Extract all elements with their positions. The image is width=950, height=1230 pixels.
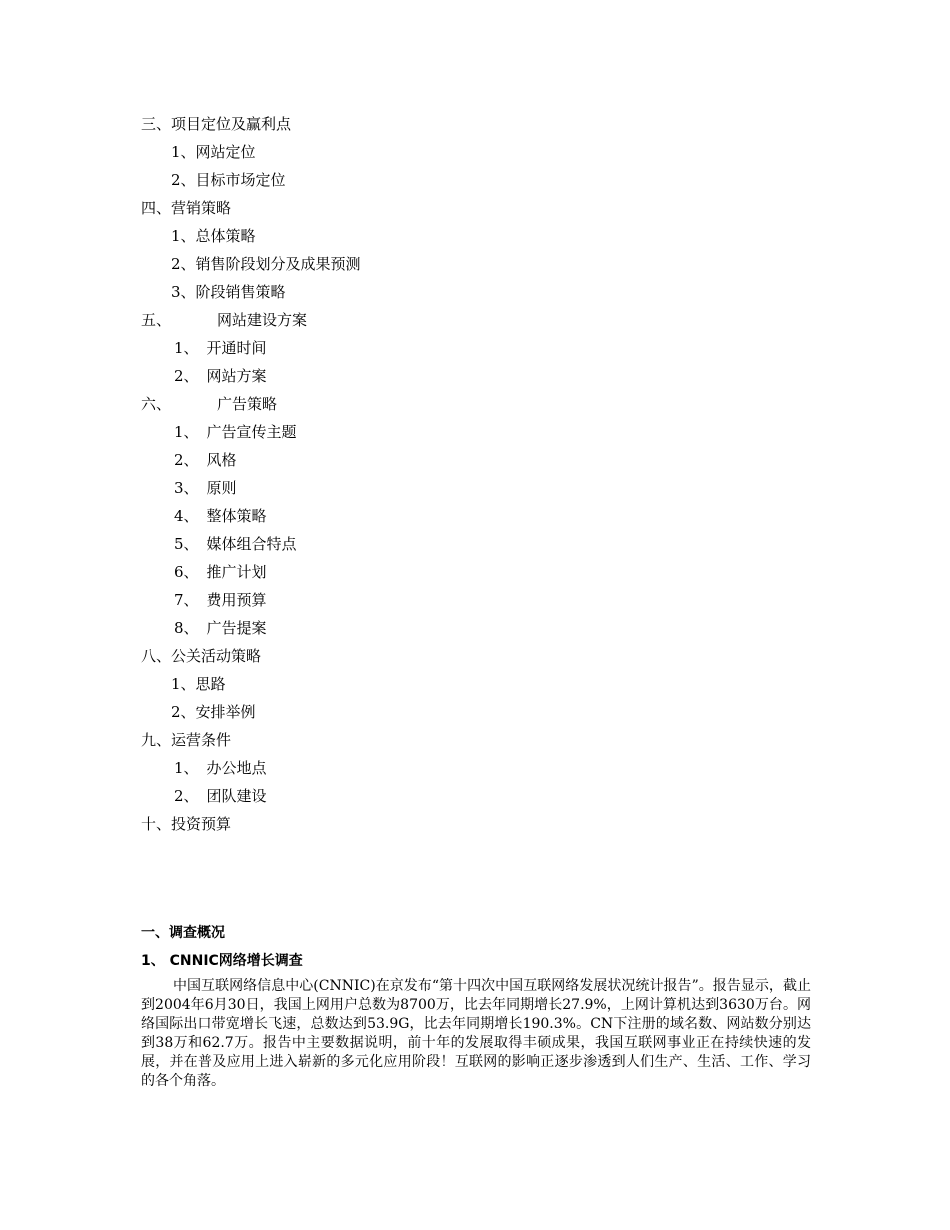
toc-item-title: 团队建设 bbox=[206, 787, 267, 805]
toc-item-title: 原则 bbox=[206, 479, 237, 497]
toc-item-3-1: 1、网站定位 bbox=[171, 143, 256, 161]
toc-item-title: 广告提案 bbox=[206, 619, 267, 637]
subsection-heading: 1、 CNNIC网络增长调查 bbox=[141, 953, 303, 969]
toc-item-9-1 bbox=[141, 754, 841, 782]
toc-item-6-8 bbox=[141, 614, 841, 642]
toc-item-6-3 bbox=[141, 474, 841, 502]
toc-item-number: 4、 bbox=[174, 507, 199, 525]
toc-item-8-2: 2、安排举例 bbox=[171, 703, 256, 721]
toc-section-number: 五、 bbox=[141, 311, 172, 329]
toc-item-number: 1、 bbox=[174, 759, 199, 777]
toc-item-number: 2、 bbox=[174, 367, 199, 385]
toc-section-title: 广告策略 bbox=[217, 395, 278, 413]
toc-item-title: 广告宣传主题 bbox=[206, 423, 297, 441]
toc-item-5-2 bbox=[141, 362, 841, 390]
toc-item-title: 风格 bbox=[206, 451, 237, 469]
toc-item-number: 6、 bbox=[174, 563, 199, 581]
toc-item-9-2 bbox=[141, 782, 841, 810]
toc-item-4-2: 2、销售阶段划分及成果预测 bbox=[171, 255, 361, 273]
table-of-contents bbox=[141, 110, 841, 838]
toc-section-title: 网站建设方案 bbox=[217, 311, 308, 329]
toc-item-title: 费用预算 bbox=[206, 591, 267, 609]
toc-item-number: 7、 bbox=[174, 591, 199, 609]
toc-item-number: 3、 bbox=[174, 479, 199, 497]
toc-item-6-6 bbox=[141, 558, 841, 586]
section-survey-overview bbox=[141, 920, 811, 1091]
toc-section-8: 八、公关活动策略 bbox=[141, 647, 262, 665]
toc-item-number: 2、 bbox=[174, 787, 199, 805]
toc-item-6-5 bbox=[141, 530, 841, 558]
toc-section-5 bbox=[141, 306, 841, 334]
toc-item-number: 2、 bbox=[174, 451, 199, 469]
toc-item-6-7 bbox=[141, 586, 841, 614]
toc-item-title: 开通时间 bbox=[206, 339, 267, 357]
body-paragraph: 中国互联网络信息中心(CNNIC)在京发布“第十四次中国互联网络发展状况统计报告”。报告显示，截止到2004年6月30日，我国上网用户总数为8700万，比去年同期增长27.9%，上网计算机达到3630万台。网络国际出口带宽增长飞速，总数达到53.9G，比去年同期增长190.3%。CN下注册的域名数、网站数分别达到38万和62.7万。报告中主要数据说明，前十年的发展取得丰硕成果，我国互联网事业正在持续快速的发展，并在普及应用上进入崭新的多元化应用阶段！互联网的影响正逐步渗透到人们生产、生活、工作、学习的各个角落。 bbox=[141, 978, 811, 1089]
toc-section-9: 九、运营条件 bbox=[141, 731, 232, 749]
toc-section-10: 十、投资预算 bbox=[141, 815, 232, 833]
toc-item-4-1: 1、总体策略 bbox=[171, 227, 256, 245]
toc-section-6 bbox=[141, 390, 841, 418]
toc-item-number: 8、 bbox=[174, 619, 199, 637]
toc-item-3-2: 2、目标市场定位 bbox=[171, 171, 286, 189]
toc-item-title: 办公地点 bbox=[206, 759, 267, 777]
toc-item-number: 5、 bbox=[174, 535, 199, 553]
toc-item-6-2 bbox=[141, 446, 841, 474]
toc-item-number: 1、 bbox=[174, 339, 199, 357]
toc-item-6-4 bbox=[141, 502, 841, 530]
toc-item-4-3: 3、阶段销售策略 bbox=[171, 283, 286, 301]
toc-section-4: 四、营销策略 bbox=[141, 199, 232, 217]
section-heading: 一、调查概况 bbox=[141, 925, 225, 941]
toc-item-5-1 bbox=[141, 334, 841, 362]
toc-item-title: 推广计划 bbox=[206, 563, 267, 581]
toc-item-title: 整体策略 bbox=[206, 507, 267, 525]
toc-section-3: 三、项目定位及赢利点 bbox=[141, 115, 292, 133]
toc-item-8-1: 1、思路 bbox=[171, 675, 226, 693]
toc-item-title: 网站方案 bbox=[206, 367, 267, 385]
toc-item-number: 1、 bbox=[174, 423, 199, 441]
toc-item-6-1 bbox=[141, 418, 841, 446]
toc-item-title: 媒体组合特点 bbox=[206, 535, 297, 553]
toc-section-number: 六、 bbox=[141, 395, 172, 413]
